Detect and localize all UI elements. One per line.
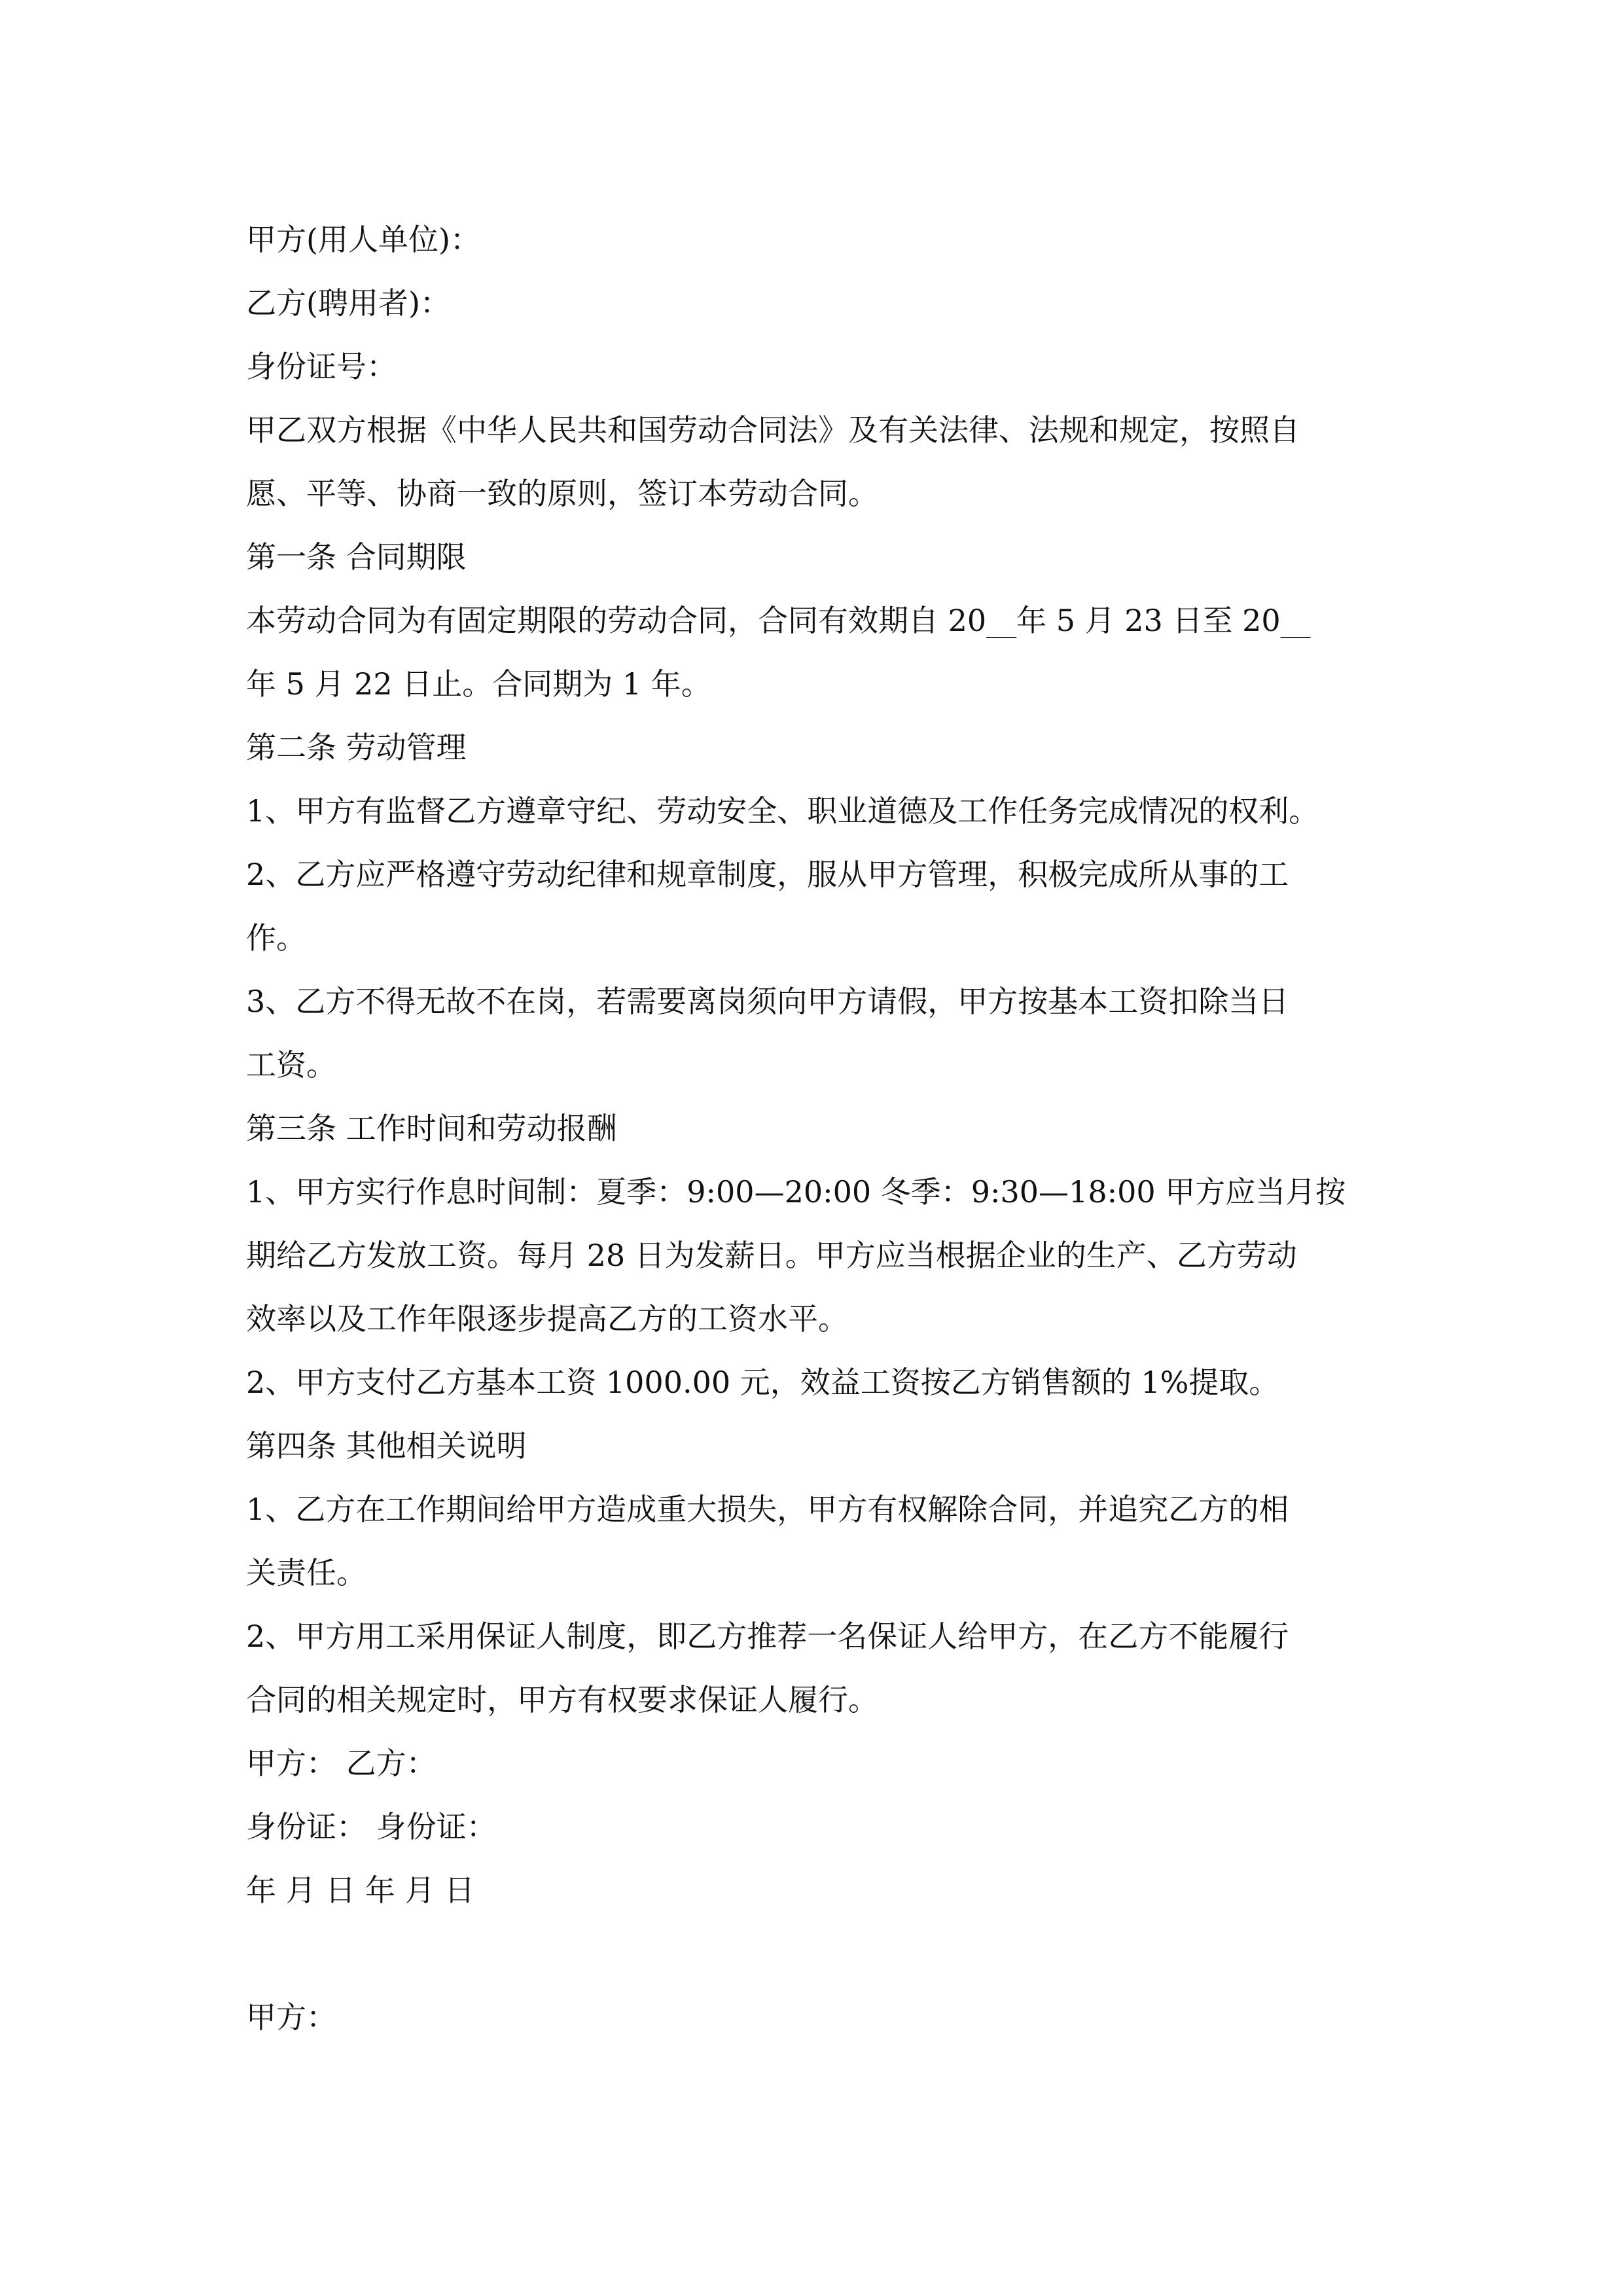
- article-3-heading: 第三条 工作时间和劳动报酬: [246, 1111, 617, 1146]
- article-1-line-1: 本劳动合同为有固定期限的劳动合同，合同有效期自 20__年 5 月 23 日至 20__: [246, 603, 1311, 638]
- article-4-item-1-line-2: 关责任。: [246, 1555, 366, 1590]
- article-2-item-2-line-2: 作。: [246, 920, 306, 956]
- article-2-item-3-line-1: 3、乙方不得无故不在岗，若需要离岗须向甲方请假，甲方按基本工资扣除当日: [246, 984, 1289, 1019]
- id-number-label: 身份证号：: [246, 349, 397, 384]
- article-1-heading: 第一条 合同期限: [246, 539, 467, 575]
- document-body: [246, 208, 1385, 2049]
- article-4-item-2-line-2: 合同的相关规定时，甲方有权要求保证人履行。: [246, 1682, 878, 1717]
- article-2-item-3-line-2: 工资。: [246, 1047, 336, 1083]
- blank-gap: [246, 1922, 1385, 1986]
- preamble-line-1: 甲乙双方根据《中华人民共和国劳动合同法》及有关法律、法规和规定，按照自: [246, 412, 1300, 448]
- party-a-label: 甲方(用人单位)：: [246, 222, 480, 257]
- article-2-item-1: 1、甲方有监督乙方遵章守纪、劳动安全、职业道德及工作任务完成情况的权利。: [246, 793, 1319, 829]
- preamble-line-2: 愿、平等、协商一致的原则，签订本劳动合同。: [246, 476, 878, 511]
- signature-dates: 年 月 日 年 月 日: [246, 1873, 475, 1908]
- article-4-item-2-line-1: 2、甲方用工采用保证人制度，即乙方推荐一名保证人给甲方，在乙方不能履行: [246, 1619, 1289, 1654]
- signature-id-cards: 身份证： 身份证：: [246, 1809, 497, 1844]
- article-1-line-2: 年 5 月 22 日止。合同期为 1 年。: [246, 666, 711, 702]
- article-3-item-2: 2、甲方支付乙方基本工资 1000.00 元，效益工资按乙方销售额的 1%提取。: [246, 1365, 1279, 1400]
- footer-party-a-label: 甲方：: [246, 2000, 336, 2035]
- signature-parties: 甲方： 乙方：: [246, 1746, 437, 1781]
- article-3-item-1-line-1: 1、甲方实行作息时间制：夏季：9:00—20:00 冬季：9:30—18:00 甲方应当月按: [246, 1174, 1346, 1210]
- article-3-item-1-line-3: 效率以及工作年限逐步提高乙方的工资水平。: [246, 1301, 848, 1336]
- party-b-label: 乙方(聘用者)：: [246, 285, 450, 321]
- article-3-item-1-line-2: 期给乙方发放工资。每月 28 日为发薪日。甲方应当根据企业的生产、乙方劳动: [246, 1238, 1297, 1273]
- article-4-item-1-line-1: 1、乙方在工作期间给甲方造成重大损失，甲方有权解除合同，并追究乙方的相: [246, 1492, 1289, 1527]
- article-2-heading: 第二条 劳动管理: [246, 730, 467, 765]
- article-4-heading: 第四条 其他相关说明: [246, 1428, 527, 1463]
- article-2-item-2-line-1: 2、乙方应严格遵守劳动纪律和规章制度，服从甲方管理，积极完成所从事的工: [246, 857, 1289, 892]
